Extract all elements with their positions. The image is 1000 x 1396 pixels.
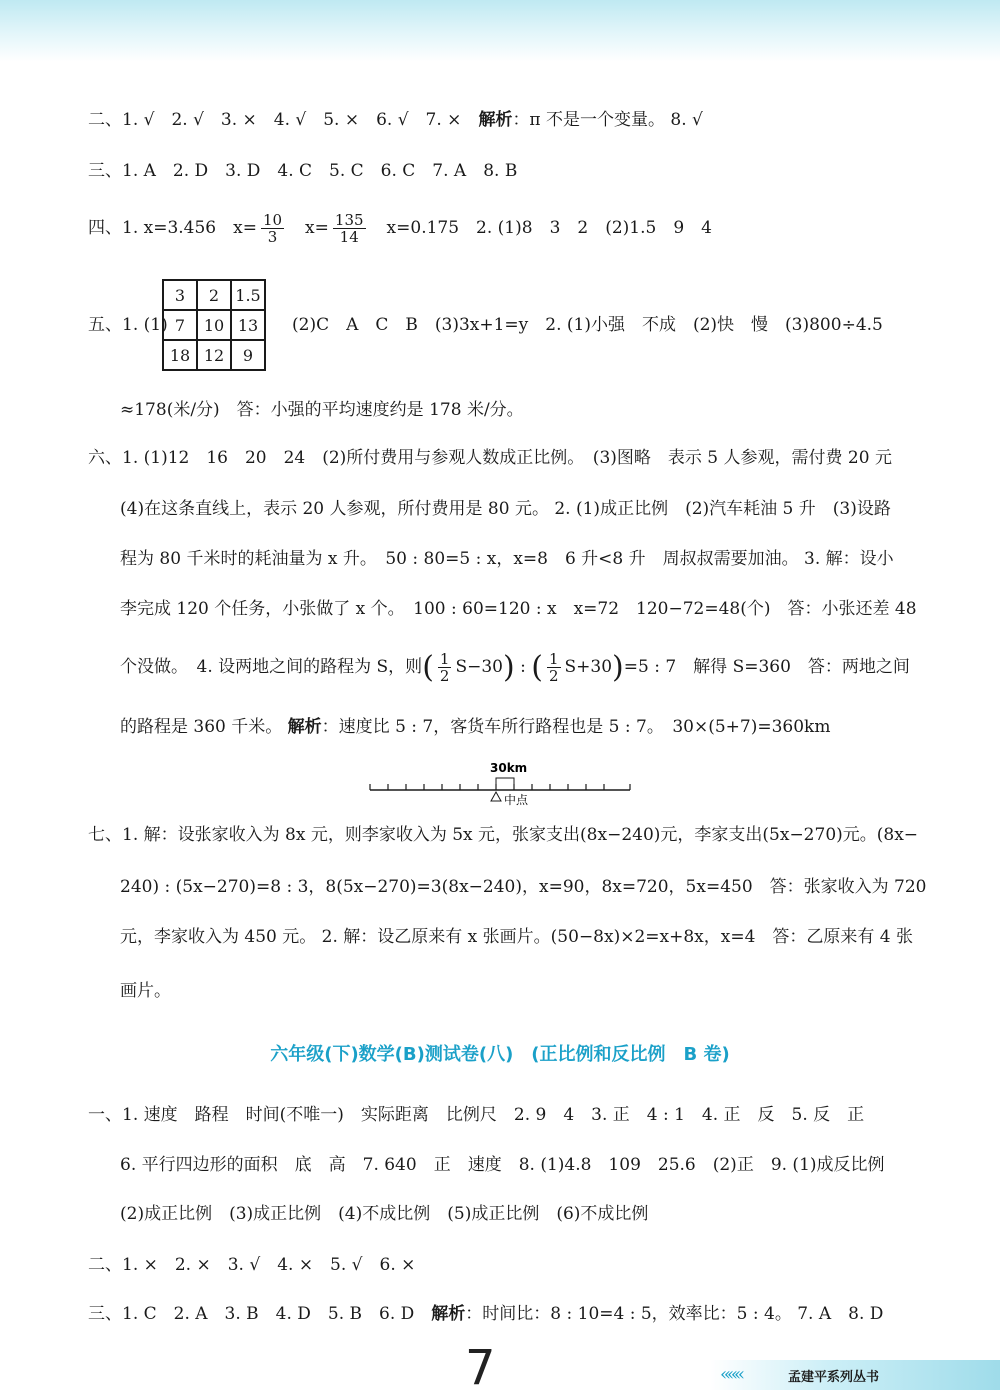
- magic-square-grid: [162, 279, 266, 371]
- answer-line-6b: (4)在这条直线上，表示 20 人参观，所付费用是 80 元。 2. (1)成正比例 (2)汽车耗油 5 升 (3)设路: [120, 499, 891, 519]
- top-decor-band: [0, 0, 1000, 62]
- answer-line-6f: 的路程是 360 千米。 解析：速度比 5 : 7，客货车所行路程也是 5 : 7。 30×(5+7)=360km: [120, 717, 831, 737]
- answer-line-6d: 李完成 120 个任务，小张做了 x 个。 100 : 60=120 : x x=72 120−72=48(个) 答：小张还差 48: [120, 599, 917, 619]
- answer-line-7d: 画片。: [120, 981, 171, 1001]
- answer-line-3: 三、1. A 2. D 3. D 4. C 5. C 6. C 7. A 8. B: [88, 161, 518, 181]
- section-title: 六年级(下)数学(B)测试卷(八) (正比例和反比例 B 卷): [270, 1044, 730, 1065]
- footer-band: [710, 1360, 1000, 1390]
- answer-line-2: 二、1. √ 2. √ 3. × 4. √ 5. × 6. √ 7. × 解析：π 不是一个变量。 8. √: [88, 110, 703, 130]
- grid-cell: 12: [197, 340, 231, 370]
- answer-line-5-label: 五、1. (1): [88, 315, 168, 335]
- answer-line-6e: 个没做。 4. 设两地之间的路程为 S，则( $\frac{1}{2}$ S−30) : ( $\frac{1}{2}$ S+30)=5 : 7 解得 S=360 答：两地之间: [120, 650, 910, 685]
- grid-cell: 2: [197, 280, 231, 310]
- answer-line-5: (2)C A C B (3)3x+1=y 2. (1)小强 不成 (2)快 慢 (3)800÷4.5: [292, 315, 883, 335]
- grid-cell: 7: [163, 310, 197, 340]
- answer-line-7c: 元，李家收入为 450 元。 2. 解：设乙原来有 x 张画片。(50−8x)×2=x+8x，x=4 答：乙原来有 4 张: [120, 927, 914, 947]
- answer-b-line-1c: (2)成正比例 (3)成正比例 (4)不成比例 (5)成正比例 (6)不成比例: [120, 1204, 649, 1224]
- fraction: $\frac{135}{14}$: [334, 211, 364, 246]
- footer-text: 孟建平系列丛书: [788, 1370, 880, 1385]
- answer-line-5b: ≈178(米/分) 答：小强的平均速度约是 178 米/分。: [120, 400, 524, 420]
- grid-cell: 13: [231, 310, 265, 340]
- distance-label: 30km: [490, 761, 528, 775]
- arrows-icon: «««: [720, 1364, 742, 1385]
- fraction: $\frac{10}{3}$: [262, 211, 283, 246]
- answer-b-line-3: 三、1. C 2. A 3. B 4. D 5. B 6. D 解析：时间比：8 : 10=4 : 5，效率比：5 : 4。 7. A 8. D: [88, 1304, 884, 1324]
- grid-cell: 1.5: [231, 280, 265, 310]
- midpoint-label: 中点: [504, 793, 529, 807]
- grid-cell: 18: [163, 340, 197, 370]
- answer-b-line-1b: 6. 平行四边形的面积 底 高 7. 640 正 速度 8. (1)4.8 109 25.6 (2)正 9. (1)成反比例: [120, 1155, 885, 1175]
- page-number: 7: [465, 1340, 496, 1396]
- answer-b-line-2: 二、1. × 2. × 3. √ 4. × 5. √ 6. ×: [88, 1255, 416, 1275]
- answer-line-4: 四、1. x=3.456 x= $\frac{10}{3}$ x= $\frac{135}{14}$ x=0.175 2. (1)8 3 2 (2)1.5 9 4: [88, 211, 712, 246]
- answer-b-line-1: 一、1. 速度 路程 时间(不唯一) 实际距离 比例尺 2. 9 4 3. 正 4 : 1 4. 正 反 5. 反 正: [88, 1105, 865, 1125]
- grid-cell: 9: [231, 340, 265, 370]
- answer-line-6c: 程为 80 千米时的耗油量为 x 升。 50 : 80=5 : x，x=8 6 升<8 升 周叔叔需要加油。 3. 解：设小: [120, 549, 894, 569]
- grid-cell: 3: [163, 280, 197, 310]
- answer-line-7: 七、1. 解：设张家收入为 8x 元，则李家收入为 5x 元，张家支出(8x−240)元，李家支出(5x−270)元。(8x−: [88, 825, 919, 845]
- answer-line-6: 六、1. (1)12 16 20 24 (2)所付费用与参观人数成正比例。 (3)图略 表示 5 人参观，需付费 20 元: [88, 448, 892, 468]
- number-line-diagram: [368, 758, 632, 810]
- grid-cell: 10: [197, 310, 231, 340]
- answer-line-7b: 240) : (5x−270)=8 : 3，8(5x−270)=3(8x−240)，x=90，8x=720，5x=450 答：张家收入为 720: [120, 877, 927, 897]
